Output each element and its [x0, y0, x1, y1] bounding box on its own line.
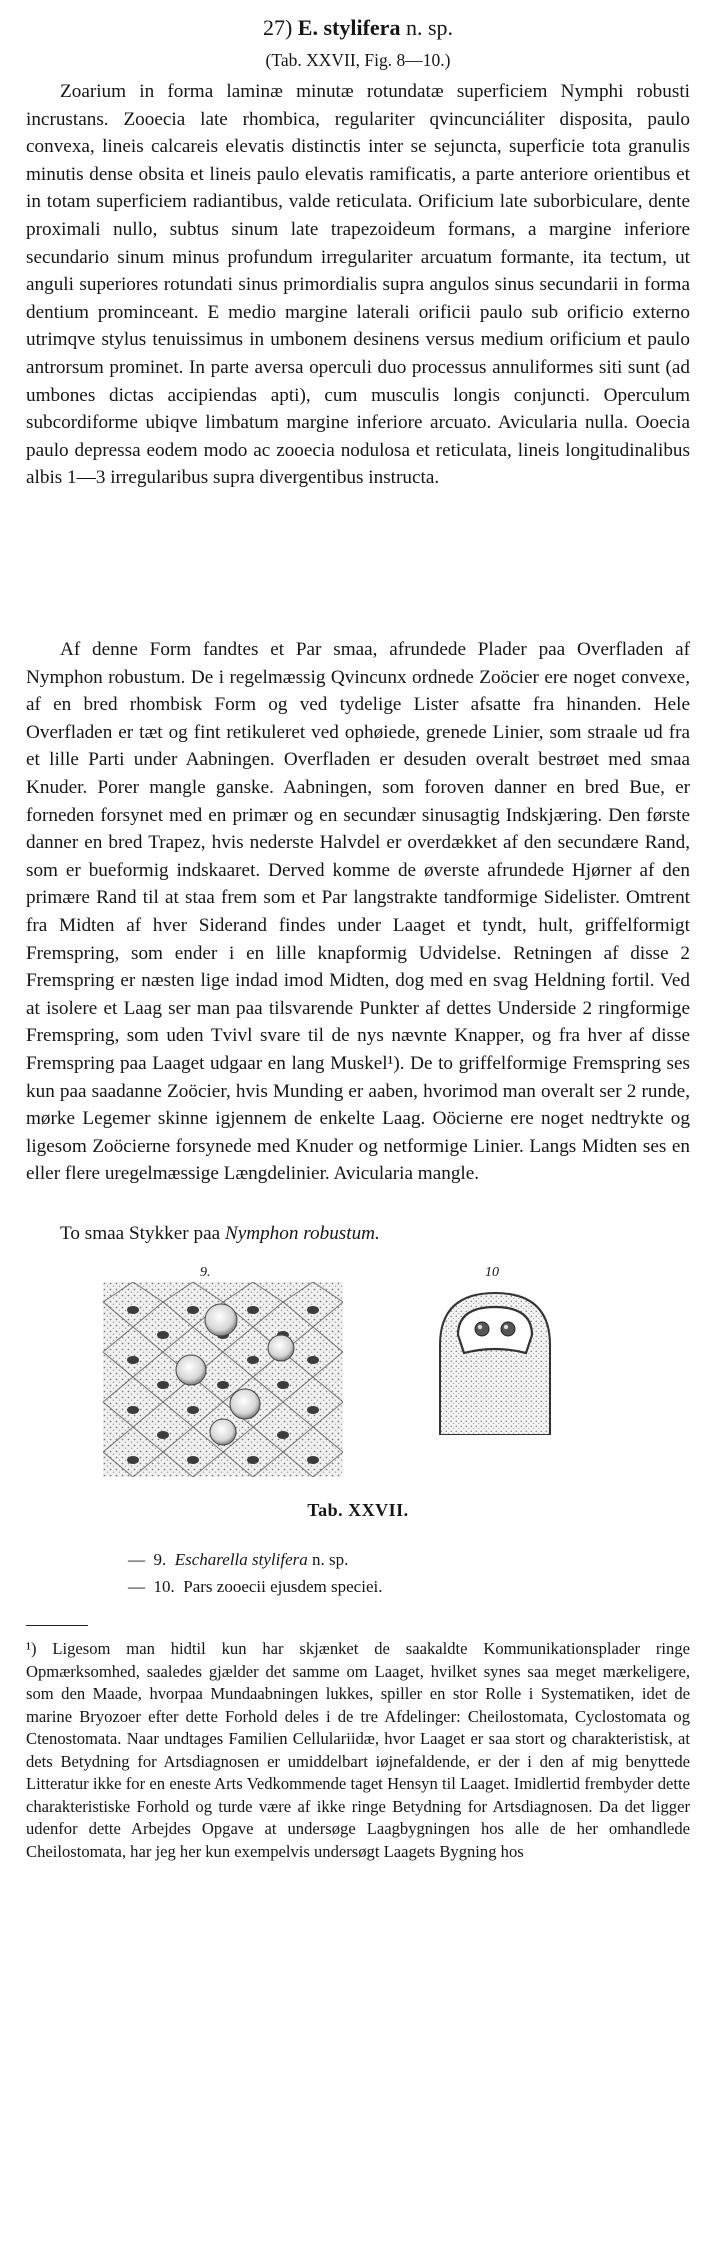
legend-text: n. sp. — [307, 1550, 349, 1569]
footnote-divider — [26, 1625, 88, 1626]
legend-species: Escharella stylifera — [174, 1550, 308, 1569]
legend-dash: — — [128, 1550, 145, 1569]
footnote-marker: ¹) — [26, 1639, 37, 1658]
legend-figure-10 — [128, 1575, 382, 1599]
legend-figure-9 — [128, 1548, 348, 1572]
plate-reference: (Tab. XXVII, Fig. 8—10.) — [265, 50, 451, 70]
figure-10-label: 10 — [485, 1265, 499, 1280]
danish-description-text: Af denne Form fandtes et Par smaa, afrundede Plader paa Overfladen af Nymphon robustum. De i regelmæssig Qvincunx ordnede Zoöcier ere noget convexe, af en bred rhombisk Form og ved tydelige Lister afsatte fra hinanden. Hele Overfladen er tæt og fint retikuleret ved ophøiede, grenede Linier, som straale ud fra et lille Parti under Aabningen. Overfladen er desuden overalt bestrøet med smaa Knuder. Porer mangle ganske. Aabningen, som foroven danner en bred Bue, er forneden forsynet med en primær og en secundær sinusagtig Indskjæring. Den første danner en bred Trapez, hvis nederste Halvdel er overdækket af den secundære Rand, som er bueformig indskaaret. Derved komme de øverste afrundede Hjørner af den primære Rand til at staa frem som et Par langstrakte tandformige Sidelister. Omtrent fra Midten af hver Siderand findes under Laaget et tyndt, hult, griffelformigt Fremspring, som ender i en lille knapformig Udvidelse. Retningen af disse 2 Fremspring er næsten lige indad imod Midten, dog med en svag Heldning fortil. Ved at isolere et Laag ser man paa tilsvarende Punkter af dettes Underside 2 ringformige Fremspring, som uden Tvivl svare til de nys nævnte Knapper, og fra hver af disse Fremspring paa Laaget udgaar en lang Muskel¹). De to griffelformige Fremspring ses kun paa saadanne Zoöcier, hvis Munding er aaben, hvorimod man overalt ser 2 runde, mørke Legemer skinne igjennem de enkelte Laag. Oöcierne ere noget nedtrykte og ligesom Zoöcierne forsynede med Knuder og netformige Linier. Langs Midten ses en eller flere uregelmæssige Længdelinier. Avicularia mangle. — [26, 639, 690, 1185]
legend-dash: — — [128, 1577, 145, 1596]
figure-9-label: 9. — [200, 1265, 211, 1280]
species-suffix: n. sp. — [405, 15, 454, 40]
legend-number: 9. — [153, 1550, 167, 1569]
footnote-text: Ligesom man hidtil kun har skjænket de saakaldte Kommunikationsplader ringe Opmærksomhed, saaledes gjælder det samme om Laaget, hvilket synes saa meget mærkeligere, som den Maade, hvorpaa Mundaabningen lukkes, spiller en stor Rolle i Systematiken, idet de marine Bryozoer efter dette Forhold deles i de tre Afdelinger: Cheilostomata, Cyclostomata og Ctenostomata. Naar undtages Familien Cellulariidæ, hvor Laaget er saa stort og charakteristisk, at dets Betydning for Artsdiagnosen er umiddelbart iøjnefaldende, er der i den af mig benyttede Litteratur ikke for en eneste Arts Vedkommende taget Hensyn til Laaget. Imidlertid frembyder dette charakteristiske Forhold og turde være af ikke ringe Betydning for Artsdiagnosen. Da det ligger udenfor dette Arbejdes Opgave at undersøge Laagbygningen hos alle de her omhandlede Cheilostomata, har jeg her kun exempelvis undersøgt Laagets Bygning hos — [26, 1639, 690, 1861]
figure-9-engraving — [103, 1282, 343, 1477]
latin-description — [26, 78, 690, 492]
danish-description — [26, 636, 690, 1188]
specimen-note-prefix: To smaa Stykker paa — [60, 1223, 225, 1244]
footnote — [26, 1638, 690, 1863]
species-heading — [0, 14, 716, 42]
legend-text: Pars zooecii ejusdem speciei. — [183, 1577, 383, 1596]
figure-10-engraving — [420, 1285, 570, 1435]
legend-number: 10. — [153, 1577, 175, 1596]
plate-title: Tab. XXVII. — [307, 1500, 409, 1520]
specimen-note — [26, 1220, 690, 1248]
species-number: 27) — [262, 15, 293, 40]
specimen-note-species: Nymphon robustum. — [224, 1223, 380, 1244]
latin-description-text: Zoarium in forma laminæ minutæ rotundatæ superficiem Nymphi robusti incrustans. Zooecia late rhombica, regulariter qvincunciáliter disposita, paulo convexa, lineis calcareis elevatis distinctis inter se sejuncta, superficie tota granulis minutis dense obsita et lineis paulo elevatis ramificatis, a parte anteriore orientibus et in totam superficiem radiantibus, valde reticulata. Orificium late suborbiculare, dente proximali nullo, subtus sinum late trapezoideum formans, a margine inferiore secundario sinum minus profundum irregulariter arcuatum formante, ita tectum, ut anguli superiores rotundati sinus primordialis supra angulos sinus secundarii in forma dentium prominceant. E medio margine laterali orificii paulo sub orificio externo utrimqve stylus tenuissimus in umbonem desinens versus medium orificium et paulo antrorsum prominet. In parte aversa operculi duo processus annuliformes siti sunt (ad umbones dictas accipiendas apti), cum musculis longis conjuncti. Operculum subcordiforme ubiqve limbatum margine inferiore arcuato. Avicularia nulla. Ooecia paulo depressa eodem modo ac zooecia nodulosa et reticulata, lineis longitudinalibus albis 1—3 irregularibus supra divergentibus instructa. — [26, 81, 690, 489]
species-name: E. stylifera — [297, 15, 401, 40]
